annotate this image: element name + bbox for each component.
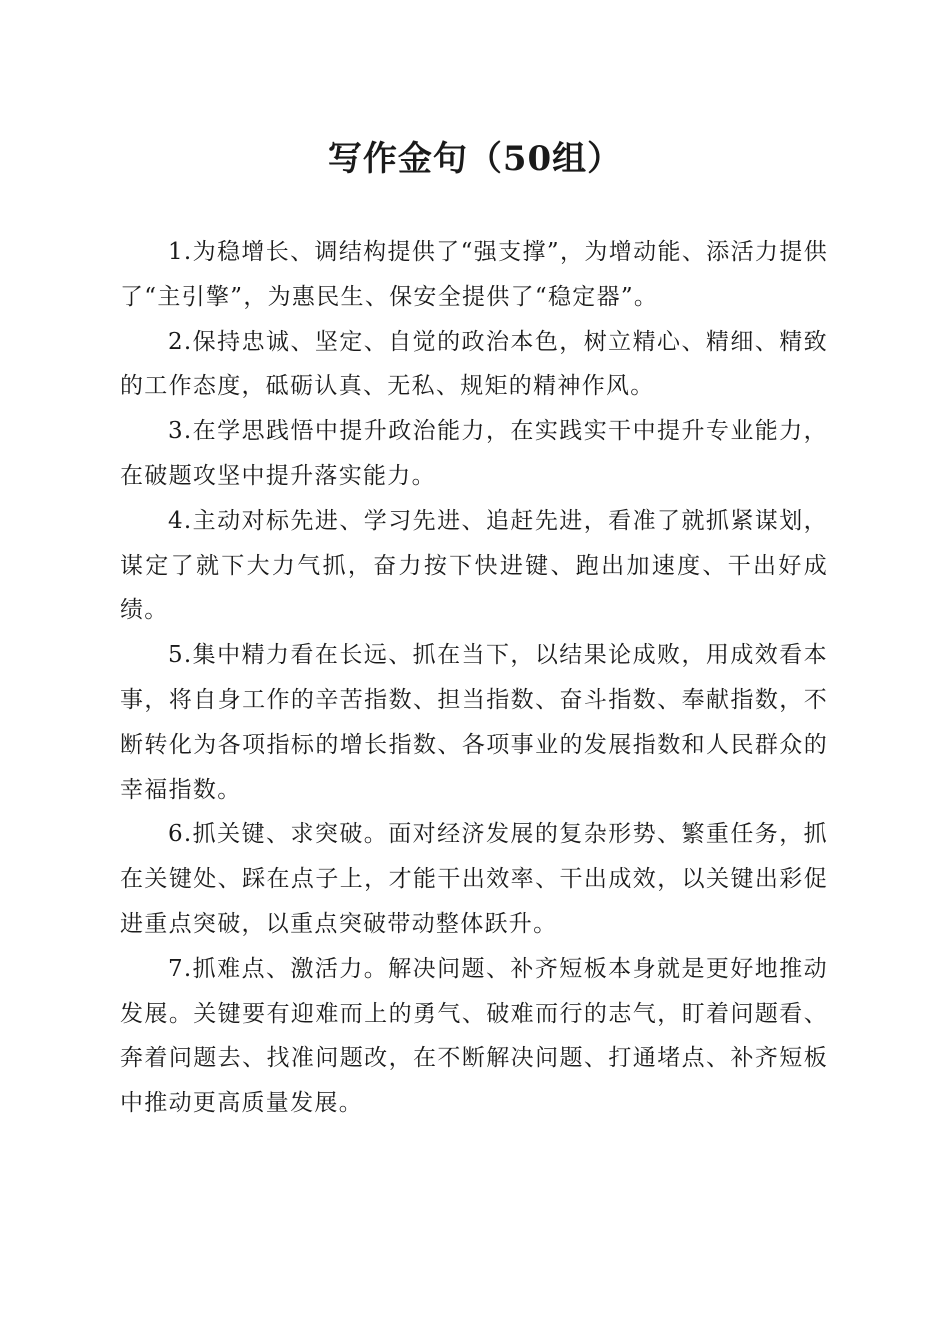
paragraph-2: 2.保持忠诚、坚定、自觉的政治本色，树立精心、精细、精致的工作态度，砥砺认真、无私、规矩的精神作风。	[120, 328, 828, 400]
paragraph-4: 4.主动对标先进、学习先进、追赶先进，看准了就抓紧谋划，谋定了就下大力气抓，奋力按下快进键、跑出加速度、干出好成绩。	[120, 507, 828, 624]
paragraph-5: 5.集中精力看在长远、抓在当下，以结果论成败，用成效看本事，将自身工作的辛苦指数、担当指数、奋斗指数、奉献指数，不断转化为各项指标的增长指数、各项事业的发展指数和人民群众的幸福指数。	[120, 642, 828, 803]
paragraph-3: 3.在学思践悟中提升政治能力，在实践实干中提升专业能力，在破题攻坚中提升落实能力。	[120, 418, 828, 489]
paragraph-1: 1.为稳增长、调结构提供了“强支撑”，为增动能、添活力提供了“主引擎”，为惠民生、保安全提供了“稳定器”。	[120, 239, 828, 310]
document-title: 写作金句（50组）	[327, 139, 623, 179]
document-body	[120, 230, 828, 1126]
paragraph-6: 6.抓关键、求突破。面对经济发展的复杂形势、繁重任务，抓在关键处、踩在点子上，才能干出效率、干出成效，以关键出彩促进重点突破，以重点突破带动整体跃升。	[120, 821, 828, 937]
paragraph-7: 7.抓难点、激活力。解决问题、补齐短板本身就是更好地推动发展。关键要有迎难而上的勇气、破难而行的志气，盯着问题看、奔着问题去、找准问题改，在不断解决问题、打通堵点、补齐短板中推动更高质量发展。	[120, 955, 828, 1117]
